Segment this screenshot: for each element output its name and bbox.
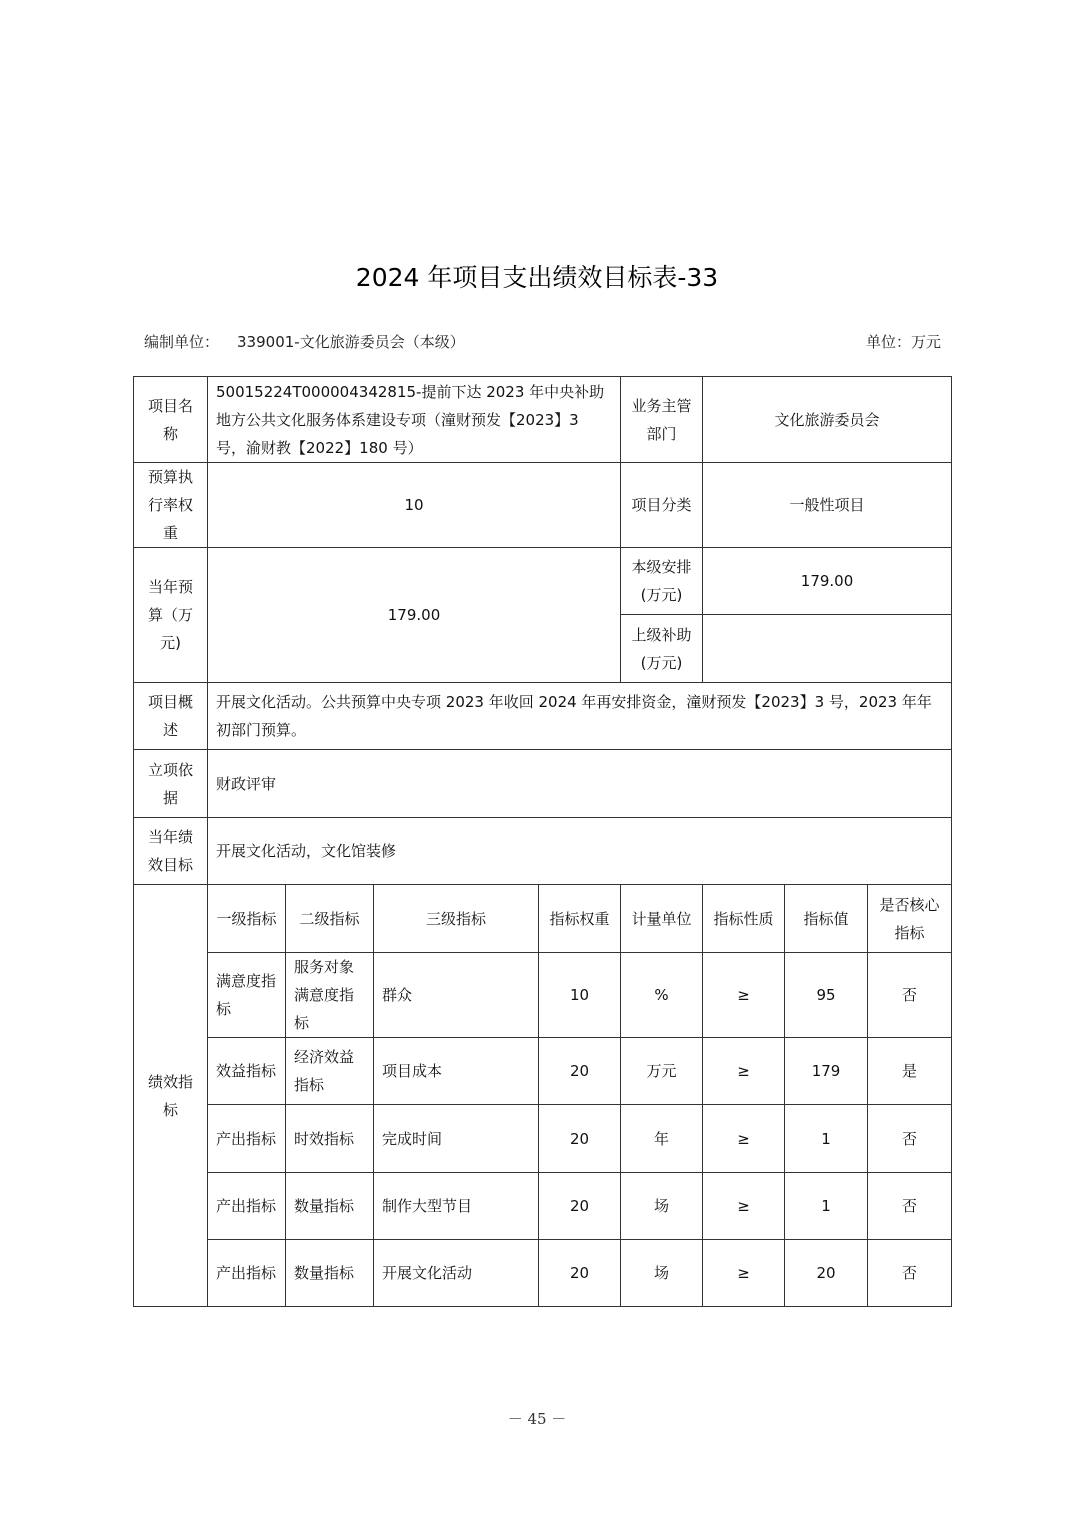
table-row — [134, 377, 952, 463]
page-number: － 45 － — [507, 1410, 567, 1428]
value-cell: 179 — [785, 1038, 868, 1105]
header-cell: 指标权重 — [539, 885, 621, 953]
project-name-value: 50015224T000004342815-提前下达 2023 年中央补助地方公共文化服务体系建设专项（潼财预发【2023】3 号，渝财教【2022】180 号） — [208, 377, 621, 463]
page-title: 2024 年项目支出绩效目标表-33 — [355, 263, 719, 292]
indicator-row — [134, 953, 952, 1038]
l2-cell: 数量指标 — [286, 1173, 374, 1240]
overview-value: 开展文化活动。公共预算中央专项 2023 年收回 2024 年再安排资金，潼财预发【2023】3 号，2023 年年初部门预算。 — [208, 683, 952, 750]
l3-cell: 开展文化活动 — [374, 1240, 539, 1307]
weight-cell: 20 — [539, 1105, 621, 1173]
core-cell: 否 — [868, 1240, 952, 1307]
weight-cell: 10 — [539, 953, 621, 1038]
value-cell: 1 — [785, 1105, 868, 1173]
l1-cell: 产出指标 — [208, 1240, 286, 1307]
l3-cell: 群众 — [374, 953, 539, 1038]
l1-cell: 产出指标 — [208, 1173, 286, 1240]
budget-label: 当年预算（万元) — [134, 548, 208, 683]
weight-cell: 20 — [539, 1038, 621, 1105]
core-cell: 是 — [868, 1038, 952, 1105]
weight-cell: 20 — [539, 1173, 621, 1240]
table-row — [134, 750, 952, 818]
upper-value — [703, 615, 952, 683]
unit-cell: 场 — [621, 1173, 703, 1240]
perf-label: 绩效指标 — [134, 885, 208, 1307]
nature-cell: ≥ — [703, 1240, 785, 1307]
unit-cell: 万元 — [621, 1038, 703, 1105]
header-cell: 计量单位 — [621, 885, 703, 953]
l3-cell: 项目成本 — [374, 1038, 539, 1105]
basis-label: 立项依据 — [134, 750, 208, 818]
table-row — [134, 683, 952, 750]
upper-label: 上级补助(万元) — [621, 615, 703, 683]
core-cell: 否 — [868, 1173, 952, 1240]
compiler-label: 编制单位： — [144, 333, 220, 351]
unit-cell: 年 — [621, 1105, 703, 1173]
dept-label: 业务主管部门 — [621, 377, 703, 463]
core-cell: 否 — [868, 953, 952, 1038]
nature-cell: ≥ — [703, 1173, 785, 1240]
header-cell: 二级指标 — [286, 885, 374, 953]
table-row — [134, 818, 952, 885]
compiler-value: 339001-文化旅游委员会（本级） — [237, 333, 465, 351]
category-value: 一般性项目 — [703, 463, 952, 548]
indicator-row — [134, 1105, 952, 1173]
l2-cell: 时效指标 — [286, 1105, 374, 1173]
goal-label: 当年绩效目标 — [134, 818, 208, 885]
l3-cell: 完成时间 — [374, 1105, 539, 1173]
table-row — [134, 548, 952, 615]
nature-cell: ≥ — [703, 1038, 785, 1105]
value-cell: 1 — [785, 1173, 868, 1240]
header-cell: 是否核心指标 — [868, 885, 952, 953]
performance-target-table — [133, 376, 952, 1307]
l1-cell: 产出指标 — [208, 1105, 286, 1173]
unit-cell: 场 — [621, 1240, 703, 1307]
l1-cell: 满意度指标 — [208, 953, 286, 1038]
indicator-row — [134, 1038, 952, 1105]
indicator-header-row — [134, 885, 952, 953]
value-cell: 20 — [785, 1240, 868, 1307]
local-value: 179.00 — [703, 548, 952, 615]
exec-rate-label: 预算执行率权重 — [134, 463, 208, 548]
l3-cell: 制作大型节目 — [374, 1173, 539, 1240]
l2-cell: 服务对象满意度指标 — [286, 953, 374, 1038]
table-row — [134, 463, 952, 548]
category-label: 项目分类 — [621, 463, 703, 548]
header-cell: 指标性质 — [703, 885, 785, 953]
indicator-row — [134, 1173, 952, 1240]
header-cell: 指标值 — [785, 885, 868, 953]
unit-label: 单位：万元 — [865, 333, 941, 351]
core-cell: 否 — [868, 1105, 952, 1173]
weight-cell: 20 — [539, 1240, 621, 1307]
nature-cell: ≥ — [703, 953, 785, 1038]
compiler-line — [144, 331, 465, 352]
goal-value: 开展文化活动，文化馆装修 — [208, 818, 952, 885]
dept-value: 文化旅游委员会 — [703, 377, 952, 463]
local-label: 本级安排(万元) — [621, 548, 703, 615]
header-cell: 一级指标 — [208, 885, 286, 953]
budget-value: 179.00 — [208, 548, 621, 683]
overview-label: 项目概述 — [134, 683, 208, 750]
exec-rate-value: 10 — [208, 463, 621, 548]
l1-cell: 效益指标 — [208, 1038, 286, 1105]
nature-cell: ≥ — [703, 1105, 785, 1173]
indicator-row — [134, 1240, 952, 1307]
value-cell: 95 — [785, 953, 868, 1038]
l2-cell: 数量指标 — [286, 1240, 374, 1307]
unit-cell: % — [621, 953, 703, 1038]
basis-value: 财政评审 — [208, 750, 952, 818]
header-cell: 三级指标 — [374, 885, 539, 953]
l2-cell: 经济效益指标 — [286, 1038, 374, 1105]
project-name-label: 项目名称 — [134, 377, 208, 463]
